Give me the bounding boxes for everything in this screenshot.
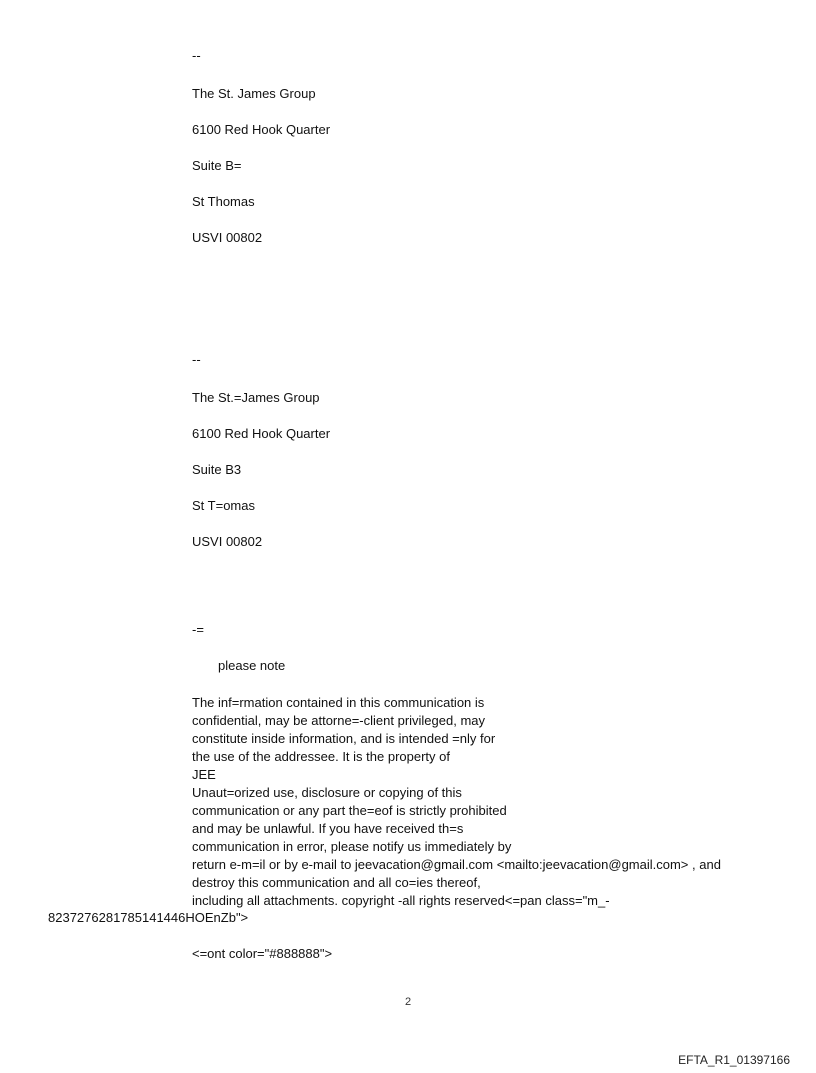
signature-1-street: 6100 Red Hook Quarter bbox=[192, 122, 331, 137]
signature-2-postal: USVI 00802 bbox=[192, 534, 263, 549]
disclaimer-line: The inf=rmation contained in this communication is bbox=[192, 695, 485, 710]
signature-1-separator: -- bbox=[192, 48, 201, 63]
disclaimer-line: and may be unlawful. If you have received th=s bbox=[192, 821, 464, 836]
signature-1-city: St Thomas bbox=[192, 194, 255, 209]
signature-2-street: 6100 Red Hook Quarter bbox=[192, 426, 331, 441]
disclaimer-line: communication or any part the=eof is strictly prohibited bbox=[192, 803, 507, 818]
disclaimer-line: JEE bbox=[192, 767, 216, 782]
disclaimer-line: the use of the addressee. It is the property of bbox=[192, 749, 450, 764]
disclaimer-line: including all attachments. copyright -all rights reserved<=pan class="m_- bbox=[192, 893, 610, 908]
disclaimer-line: Unaut=orized use, disclosure or copying of this bbox=[192, 785, 462, 800]
signature-2-city: St T=omas bbox=[192, 498, 255, 513]
disclaimer-line: communication in error, please notify us immediately by bbox=[192, 839, 512, 854]
document-id: EFTA_R1_01397166 bbox=[678, 1053, 790, 1067]
disclaimer-line: destroy this communication and all co=ies thereof, bbox=[192, 875, 481, 890]
disclaimer-line: constitute inside information, and is intended =nly for bbox=[192, 731, 496, 746]
signature-2-suite: Suite B3 bbox=[192, 462, 242, 477]
page-number: 2 bbox=[404, 996, 412, 1008]
signature-1-company: The St. James Group bbox=[192, 86, 316, 101]
please-note-heading: please note bbox=[218, 658, 286, 673]
signature-1-postal: USVI 00802 bbox=[192, 230, 263, 245]
signature-2-company: The St.=James Group bbox=[192, 390, 320, 405]
font-tag-line: <=ont color="#888888"> bbox=[192, 946, 333, 961]
signature-1-suite: Suite B= bbox=[192, 158, 242, 173]
disclaimer-line-email: return e-m=il or by e-mail to jeevacation@gmail.com <mailto:jeevacation@gmail.com> , and bbox=[192, 857, 721, 872]
disclaimer-overflow-line: 8237276281785141446HOEnZb"> bbox=[48, 910, 249, 925]
signature-3-separator: -= bbox=[192, 622, 204, 637]
confidentiality-disclaimer bbox=[192, 694, 721, 910]
signature-2-separator: -- bbox=[192, 352, 201, 367]
disclaimer-line: confidential, may be attorne=-client privileged, may bbox=[192, 713, 486, 728]
